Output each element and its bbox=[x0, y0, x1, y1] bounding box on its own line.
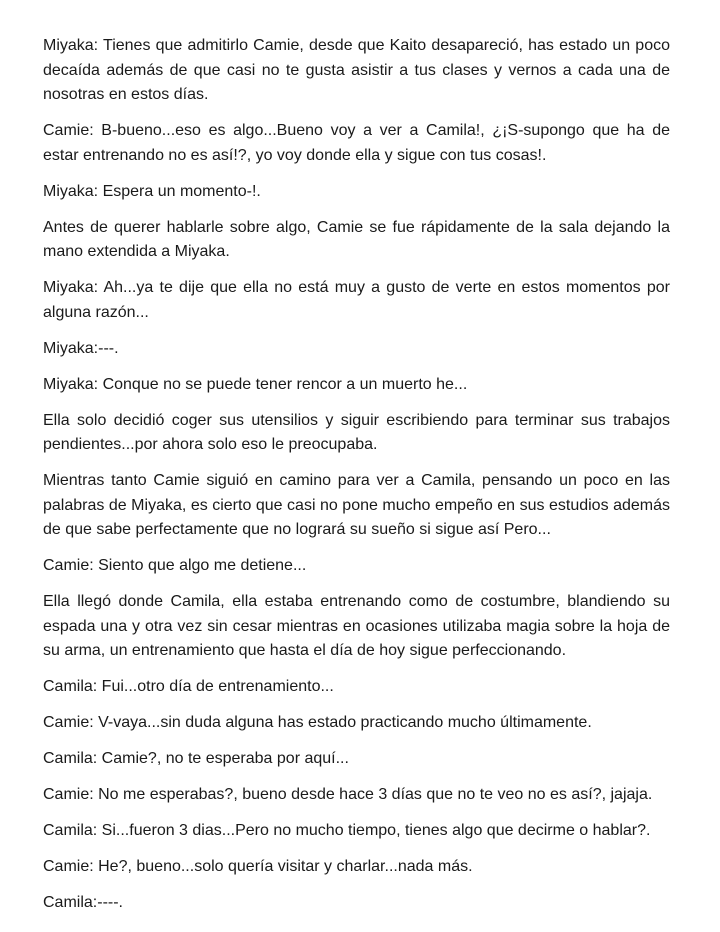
paragraph: Camie: No me esperabas?, bueno desde hace 3 días que no te veo no es así?, jajaja. bbox=[43, 786, 653, 803]
paragraph: Miyaka: Conque no se puede tener rencor a un muerto he... bbox=[43, 375, 468, 393]
paragraph: Miyaka:---. bbox=[43, 339, 119, 357]
paragraph: Camie: B-bueno...eso es algo...Bueno voy a ver a Camila!, ¿¡S-supongo que ha de estar entrenando no es así!?, yo voy donde ella y sigue con tus cosas!. bbox=[43, 122, 670, 164]
paragraph: Antes de querer hablarle sobre algo, Camie se fue rápidamente de la sala dejando la mano extendida a Miyaka. bbox=[43, 218, 670, 260]
paragraph: Miyaka: Ah...ya te dije que ella no está muy a gusto de verte en estos momentos por alguna razón... bbox=[43, 279, 670, 321]
paragraph: Camie: He?, bueno...solo quería visitar y charlar...nada más. bbox=[43, 858, 473, 875]
paragraph: Miyaka: Tienes que admitirlo Camie, desde que Kaito desapareció, has estado un poco decaída además de que casi no te gusta asistir a tus clases y vernos a cada una de nosotras en estos días. bbox=[43, 37, 670, 103]
paragraph: Camila:----. bbox=[43, 894, 123, 911]
paragraph: Ella solo decidió coger sus utensilios y siguir escribiendo para terminar sus trabajos pendientes...por ahora solo eso le preocupaba. bbox=[43, 411, 670, 453]
paragraph: Camila: Camie?, no te esperaba por aquí... bbox=[43, 750, 349, 767]
paragraph: Camila: Si...fueron 3 dias...Pero no mucho tiempo, tienes algo que decirme o hablar?. bbox=[43, 822, 651, 839]
paragraph: Miyaka: Espera un momento-!. bbox=[43, 182, 261, 200]
paragraph: Mientras tanto Camie siguió en camino para ver a Camila, pensando un poco en las palabras de Miyaka, es cierto que casi no pone mucho empeño en sus estudios además de que sabe perfectamente que no logrará su sueño si sigue así Pero... bbox=[43, 472, 670, 538]
paragraph: Ella llegó donde Camila, ella estaba entrenando como de costumbre, blandiendo su espada una y otra vez sin cesar mientras en ocasiones utilizaba magia sobre la hoja de su arma, un entrenamiento que hasta el día de hoy sigue perfeccionando. bbox=[43, 593, 670, 659]
paragraph: Camila: Fui...otro día de entrenamiento... bbox=[43, 678, 334, 695]
paragraph: Camie: Siento que algo me detiene... bbox=[43, 557, 307, 574]
paragraph: Camie: V-vaya...sin duda alguna has estado practicando mucho últimamente. bbox=[43, 714, 592, 731]
